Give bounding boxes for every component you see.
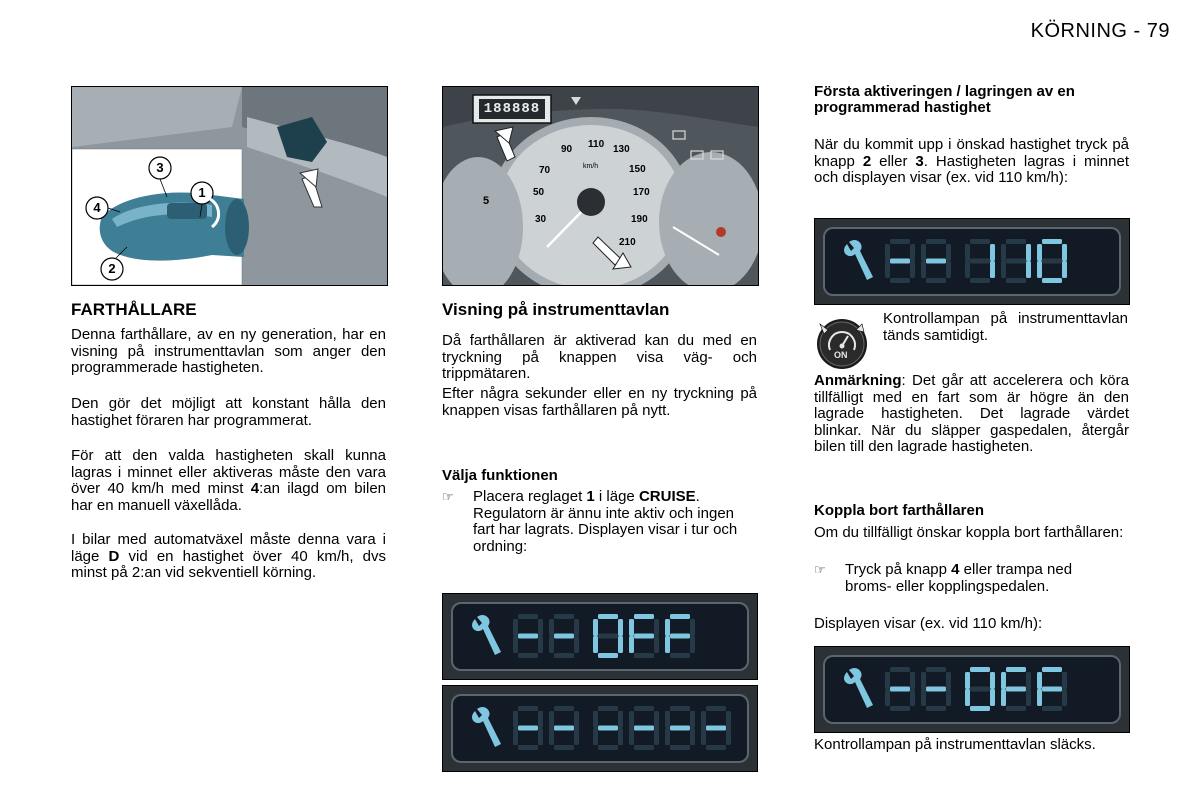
lcd-segment-on — [926, 259, 946, 264]
lcd-segment-on — [670, 726, 690, 731]
button-number: 4 — [951, 561, 960, 578]
lcd-segment-off — [890, 667, 910, 672]
paragraph: Efter några sekunder eller en ny tryckning på knappen visas farthållaren på nytt. — [442, 385, 757, 419]
subheading: Koppla bort farthållaren — [814, 502, 985, 519]
lcd-graphic — [443, 594, 757, 679]
lcd-segment-on — [618, 619, 623, 636]
lcd-segment-off — [1042, 259, 1062, 264]
lcd-segment-off — [518, 745, 538, 750]
lcd-segment-on — [629, 636, 634, 653]
lcd-segment-on — [1062, 244, 1067, 261]
paragraph-text: : Det går att accelerera och köra tillfälligt med en fart som är högre än den lagrade hastigheten. Det lagrade värdet blinkar. När du släpper gaspedalen, återgår bilen till den lagrade hastigheten. — [814, 372, 1129, 455]
lcd-segment-off — [910, 672, 915, 689]
lcd-segment-on — [593, 619, 598, 636]
callout-2: 2 — [108, 261, 116, 276]
lcd-segment-off — [665, 711, 670, 728]
lcd-segment-off — [970, 687, 990, 692]
lcd-segment-on — [598, 653, 618, 658]
lcd-segment-off — [574, 728, 579, 745]
lcd-segment-on — [990, 244, 995, 261]
pointing-hand-icon: ☞ — [814, 562, 826, 577]
speed-tick-170: 170 — [633, 187, 650, 198]
lcd-segment-on — [634, 726, 654, 731]
lcd-segment-off — [890, 278, 910, 283]
lcd-segment-off — [549, 636, 554, 653]
lcd-segment-off — [921, 244, 926, 261]
lcd-segment-off — [970, 278, 990, 283]
lcd-segment-off — [690, 728, 695, 745]
lcd-segment-off — [629, 711, 634, 728]
bullet-text-part: eller trampa ned broms- eller kopplingspedalen. — [845, 561, 1073, 595]
bullet-text-part: Placera reglaget — [473, 488, 587, 505]
lcd-segment-off — [518, 653, 538, 658]
section-heading: Visning på instrumenttavlan — [442, 300, 670, 319]
lcd-segment-off — [946, 244, 951, 261]
lcd-segment-off — [910, 261, 915, 278]
lcd-segment-off — [921, 672, 926, 689]
lcd-segment-off — [946, 689, 951, 706]
lcd-segment-off — [890, 239, 910, 244]
lcd-segment-off — [670, 706, 690, 711]
speed-tick-30: 30 — [535, 214, 547, 225]
steering-stalk-figure — [71, 86, 388, 286]
lcd-segment-on — [1006, 687, 1026, 692]
section-heading: FARTHÅLLARE — [71, 300, 197, 319]
lcd-segment-on — [670, 634, 690, 639]
lcd-segment-off — [910, 244, 915, 261]
lcd-segment-off — [1062, 689, 1067, 706]
callout-4: 4 — [93, 200, 101, 215]
gear-letter: D — [108, 547, 120, 565]
lcd-segment-off — [1026, 672, 1031, 689]
odometer-readout: 188888 — [483, 101, 541, 117]
mode-name: CRUISE — [638, 488, 696, 505]
pointing-hand-icon: ☞ — [442, 489, 454, 504]
lcd-segment-off — [885, 689, 890, 706]
lcd-segment-on — [634, 614, 654, 619]
lcd-segment-off — [726, 728, 731, 745]
lcd-segment-off — [1006, 239, 1026, 244]
lcd-graphic — [815, 219, 1129, 304]
lcd-segment-off — [629, 728, 634, 745]
lcd-segment-off — [598, 634, 618, 639]
lcd-segment-on — [670, 614, 690, 619]
lcd-segment-off — [513, 619, 518, 636]
lcd-segment-off — [554, 745, 574, 750]
lcd-segment-on — [990, 672, 995, 689]
bullet-text-part: . Regulatorn är ännu inte aktiv och ingen fart har lagrats. Displayen visar i tur och ordning: — [473, 488, 738, 555]
lcd-segment-on — [634, 634, 654, 639]
lcd-segment-off — [554, 653, 574, 658]
note-label: Anmärkning — [814, 372, 902, 389]
paragraph: Den gör det möjligt att konstant hålla den hastighet föraren har programmerat. — [71, 395, 386, 429]
speed-tick-70: 70 — [539, 165, 551, 176]
lcd-graphic — [815, 647, 1129, 732]
paragraph: Om du tillfälligt önskar koppla bort farthållaren: — [814, 524, 1124, 541]
lcd-segment-off — [618, 728, 623, 745]
lcd-segment-on — [1062, 261, 1067, 278]
lcd-segment-off — [885, 672, 890, 689]
lcd-segment-on — [706, 726, 726, 731]
rpm-tick-5: 5 — [483, 195, 490, 207]
lcd-segment-on — [965, 672, 970, 689]
lcd-segment-off — [921, 261, 926, 278]
lcd-segment-off — [513, 636, 518, 653]
speed-tick-150: 150 — [629, 164, 646, 175]
lcd-segment-on — [598, 614, 618, 619]
lcd-segment-off — [726, 711, 731, 728]
lcd-segment-off — [970, 239, 990, 244]
paragraph: Kontrollampan på instrumenttavlan släcks. — [814, 736, 1096, 753]
lcd-segment-on — [1001, 672, 1006, 689]
lcd-segment-off — [706, 706, 726, 711]
lcd-segment-off — [1026, 689, 1031, 706]
lcd-segment-on — [890, 259, 910, 264]
lcd-segment-off — [1001, 261, 1006, 278]
lcd-segment-off — [1042, 706, 1062, 711]
lcd-segment-on — [1042, 239, 1062, 244]
lcd-segment-off — [654, 636, 659, 653]
lcd-segment-off — [670, 745, 690, 750]
lcd-segment-on — [965, 689, 970, 706]
lcd-segment-off — [965, 261, 970, 278]
subheading: Välja funktionen — [442, 467, 558, 484]
lcd-segment-on — [598, 726, 618, 731]
cruise-display-blank — [442, 685, 758, 772]
lcd-segment-off — [513, 711, 518, 728]
lcd-segment-on — [926, 687, 946, 692]
lcd-segment-on — [990, 261, 995, 278]
paragraph-text: När du kommit upp i önskad hastighet tryck på knapp — [814, 136, 1129, 170]
lcd-segment-off — [518, 706, 538, 711]
lcd-segment-on — [970, 667, 990, 672]
lcd-segment-on — [518, 726, 538, 731]
lcd-segment-off — [965, 244, 970, 261]
lcd-segment-off — [926, 278, 946, 283]
lcd-graphic — [443, 686, 757, 771]
lcd-segment-off — [885, 261, 890, 278]
lcd-segment-off — [513, 728, 518, 745]
lcd-segment-off — [1006, 278, 1026, 283]
instrument-panel-figure — [442, 86, 759, 286]
lcd-segment-off — [538, 619, 543, 636]
lcd-segment-off — [946, 261, 951, 278]
speed-tick-50: 50 — [533, 187, 545, 198]
lcd-segment-off — [574, 711, 579, 728]
lcd-segment-off — [654, 619, 659, 636]
lcd-segment-off — [554, 614, 574, 619]
paragraph — [814, 373, 1129, 456]
lcd-segment-on — [1042, 278, 1062, 283]
lcd-segment-off — [574, 619, 579, 636]
bullet-text-part: i läge — [594, 488, 639, 505]
wrench-icon — [844, 240, 873, 280]
lcd-segment-on — [1042, 687, 1062, 692]
lcd-segment-off — [593, 711, 598, 728]
lcd-segment-off — [885, 244, 890, 261]
bullet-text — [845, 562, 1105, 595]
paragraph — [71, 448, 386, 514]
wrench-icon — [472, 707, 501, 747]
paragraph-text: vid en hastighet över 40 km/h, dvs minst på 2:an vid sekventiell körning. — [71, 547, 386, 581]
paragraph: Displayen visar (ex. vid 110 km/h): — [814, 615, 1043, 632]
lcd-segment-off — [890, 706, 910, 711]
lcd-segment-off — [706, 745, 726, 750]
lcd-segment-off — [926, 706, 946, 711]
lcd-segment-off — [701, 728, 706, 745]
speed-tick-130: 130 — [613, 144, 630, 155]
lcd-segment-off — [634, 653, 654, 658]
lcd-segment-off — [634, 745, 654, 750]
lcd-segment-off — [665, 728, 670, 745]
lcd-segment-off — [701, 711, 706, 728]
lcd-segment-off — [598, 706, 618, 711]
lcd-segment-off — [1062, 672, 1067, 689]
lcd-segment-on — [1037, 672, 1042, 689]
paragraph-text: eller — [871, 152, 916, 170]
lcd-segment-off — [554, 706, 574, 711]
lcd-segment-off — [549, 728, 554, 745]
speed-tick-190: 190 — [631, 214, 648, 225]
lcd-segment-off — [926, 667, 946, 672]
paragraph: Denna farthållare, av en ny generation, har en visning på instrumenttavlan som anger den programmerade hastigheten. — [71, 326, 386, 376]
lcd-segment-off — [574, 636, 579, 653]
page-header: KÖRNING - 79 — [1030, 20, 1170, 42]
lcd-segment-off — [598, 745, 618, 750]
lcd-segment-off — [970, 259, 990, 264]
lcd-segment-off — [690, 636, 695, 653]
lcd-segment-off — [670, 653, 690, 658]
paragraph-text: . Hastigheten lagras i minnet och displayen visar (ex. vid 110 km/h): — [814, 152, 1129, 186]
paragraph: Kontrollampan på instrumenttavlan tänds samtidigt. — [883, 310, 1128, 344]
lcd-segment-on — [518, 634, 538, 639]
lcd-segment-on — [665, 636, 670, 653]
lcd-segment-on — [618, 636, 623, 653]
callout-3: 3 — [156, 160, 164, 175]
lcd-segment-on — [1026, 261, 1031, 278]
lcd-segment-off — [926, 239, 946, 244]
cruise-display-speed — [814, 218, 1130, 305]
paragraph — [814, 137, 1129, 187]
lcd-segment-on — [970, 706, 990, 711]
paragraph: Då farthållaren är aktiverad kan du med en tryckning på knappen visa väg- och trippmätaren. — [442, 332, 757, 382]
lcd-segment-off — [654, 711, 659, 728]
subheading: Första aktiveringen / lagringen av en programmerad hastighet — [814, 83, 1075, 116]
lcd-segment-off — [549, 711, 554, 728]
speed-tick-210: 210 — [619, 237, 636, 248]
wrench-icon — [844, 668, 873, 708]
lcd-segment-off — [946, 672, 951, 689]
lcd-segment-on — [554, 726, 574, 731]
lcd-segment-off — [654, 728, 659, 745]
bullet-item — [814, 562, 1129, 614]
lcd-segment-on — [593, 636, 598, 653]
lcd-segment-off — [690, 619, 695, 636]
paragraph-text: I bilar med automatväxel måste denna vara i läge — [71, 531, 386, 565]
cruise-lamp-icon — [814, 316, 870, 372]
lcd-segment-on — [890, 687, 910, 692]
lcd-segment-on — [629, 619, 634, 636]
control-number: 1 — [586, 488, 595, 505]
wrench-icon — [472, 615, 501, 655]
cruise-display-off — [814, 646, 1130, 733]
lcd-segment-on — [1037, 261, 1042, 278]
lcd-segment-off — [538, 728, 543, 745]
speedo-unit-label: km/h — [583, 163, 599, 170]
lcd-segment-off — [538, 636, 543, 653]
speed-tick-90: 90 — [561, 144, 573, 155]
lamp-label: ON — [834, 350, 848, 360]
lcd-segment-on — [1037, 244, 1042, 261]
lcd-segment-off — [1006, 259, 1026, 264]
paragraph-text: För att den valda hastigheten skall kunna lagras i minnet eller aktiveras måste den vara över 40 km/h med minst — [71, 447, 386, 497]
lcd-segment-on — [1001, 689, 1006, 706]
lcd-segment-off — [690, 711, 695, 728]
bullet-item — [442, 489, 757, 579]
lcd-segment-off — [634, 706, 654, 711]
button-number: 2 — [862, 152, 872, 170]
lcd-segment-off — [1001, 244, 1006, 261]
lcd-segment-off — [593, 728, 598, 745]
bullet-text — [473, 489, 758, 555]
lcd-segment-off — [1006, 706, 1026, 711]
paragraph-text: :an ilagd om bilen har en manuell växellåda. — [71, 480, 387, 514]
speed-tick-110: 110 — [588, 139, 605, 150]
button-number: 3 — [915, 152, 924, 170]
lcd-segment-on — [1037, 689, 1042, 706]
paragraph — [71, 532, 386, 582]
lcd-segment-on — [554, 634, 574, 639]
lcd-segment-off — [538, 711, 543, 728]
lcd-segment-off — [910, 689, 915, 706]
lcd-segment-on — [990, 689, 995, 706]
cruise-display-off — [442, 593, 758, 680]
bullet-text-part: Tryck på knapp — [845, 561, 952, 578]
lcd-segment-on — [1026, 244, 1031, 261]
lcd-segment-on — [1042, 667, 1062, 672]
lcd-segment-off — [618, 711, 623, 728]
lcd-segment-on — [665, 619, 670, 636]
lcd-segment-off — [921, 689, 926, 706]
gear-number: 4 — [250, 480, 260, 497]
lcd-segment-off — [549, 619, 554, 636]
lcd-segment-on — [1006, 667, 1026, 672]
callout-1: 1 — [198, 185, 206, 200]
lcd-segment-off — [518, 614, 538, 619]
